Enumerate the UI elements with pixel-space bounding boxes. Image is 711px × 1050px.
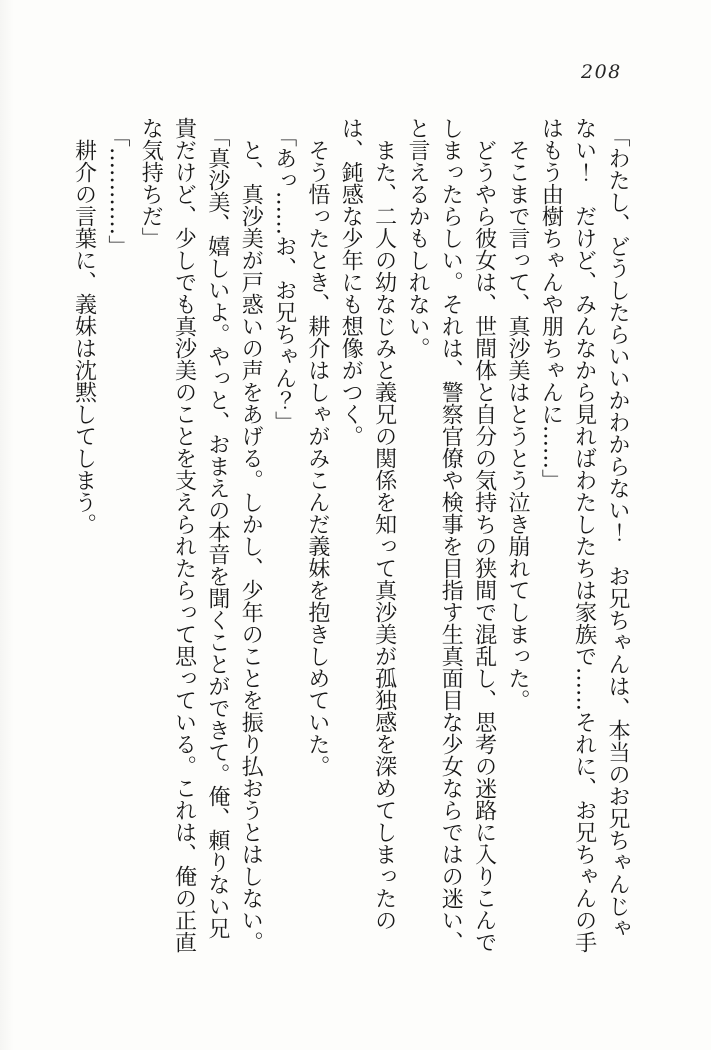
paragraph-dialogue-masami-confession: 「わたし、どうしたらいいかわからない！ お兄ちゃんは、本当のお兄ちゃんじゃない！ だけど、みんなから見ればわたしたちは家族で……それに、お兄ちゃんの手はもう由樹ちゃんや朋ちゃんに……」 <box>538 117 630 953</box>
paragraph-narration-confusion: どうやら彼女は、世間体と自分の気持ちの狭間で混乱し、思考の迷路に入りこんでしまったらしい。それは、警察官僚や検事を目指す生真面目な少女ならではの迷い、と言えるかもしれない。 <box>404 117 497 953</box>
paragraph-narration-no-resist: と、真沙美が戸惑いの声をあげる。しかし、少年のことを振り払おうとはしない。 <box>238 139 264 953</box>
paragraph-dialogue-masami-surprise: 「あっ……お、お兄ちゃん？」 <box>271 124 297 433</box>
paragraph-narration-silence: 耕介の言葉に、義妹は沈黙してしまう。 <box>71 139 97 535</box>
paragraph-dialogue-kousuke-reply: 「真沙美、嬉しいよ。やっと、おまえの本音を聞くことができて。俺、頼りない兄貴だけど、少しでも真沙美のことを支えられたらって思っている。これは、俺の正直な気持ちだ」 <box>138 117 230 953</box>
paragraph-dialogue-silence: 「…………」 <box>104 124 130 257</box>
page-number: 208 <box>581 61 622 83</box>
text-block <box>67 117 634 957</box>
paragraph-narration-crying: そこまで言って、真沙美はとうとう泣き崩れてしまった。 <box>504 139 530 711</box>
paragraph-narration-loneliness: また、二人の幼なじみと義兄の関係を知って真沙美が孤独感を深めてしまったのは、鈍感な少年にも想像がつく。 <box>338 117 397 931</box>
paragraph-narration-embrace: そう悟ったとき、耕介はしゃがみこんだ義妹を抱きしめていた。 <box>304 139 330 777</box>
